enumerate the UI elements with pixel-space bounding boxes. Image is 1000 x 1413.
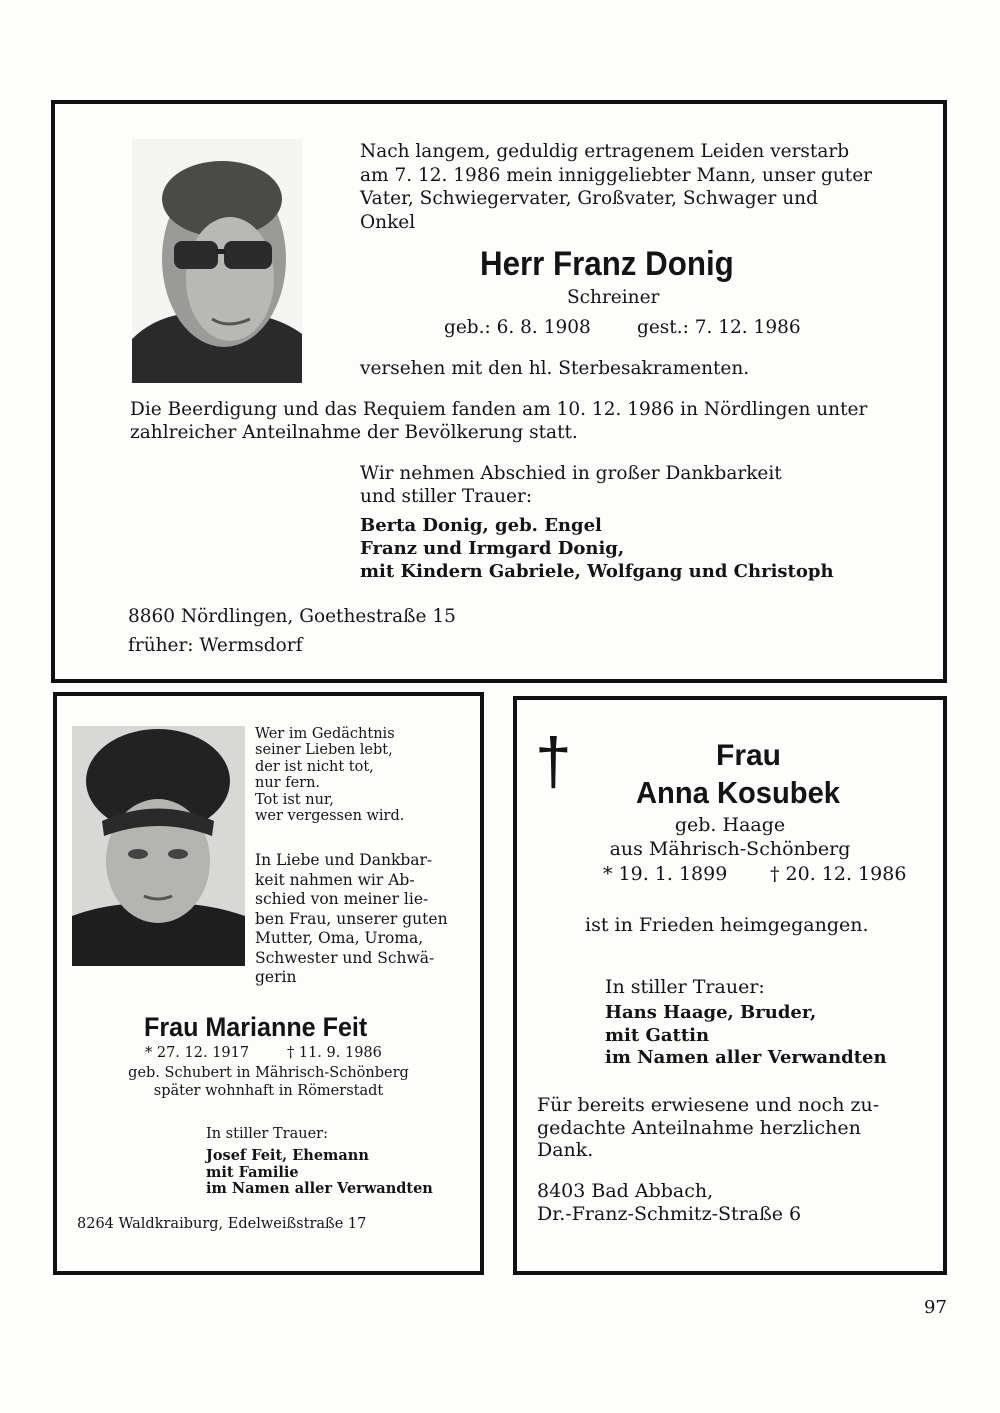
poem-line: nur fern. — [255, 775, 321, 792]
address: 8264 Waldkraiburg, Edelweißstraße 17 — [77, 1216, 367, 1232]
address-line: Dr.-Franz-Schmitz-Straße 6 — [537, 1203, 802, 1225]
funeral-line: zahlreicher Anteilnahme der Bevölkerung statt. — [130, 422, 578, 443]
birth-date: * 19. 1. 1899 — [603, 863, 728, 885]
poem-line: Wer im Gedächtnis — [255, 726, 395, 742]
mourners-list — [360, 514, 834, 583]
title-frau: Frau — [716, 739, 782, 772]
obituary-anna-kosubek — [513, 696, 947, 1275]
thanks-line: gedachte Anteilnahme herzlichen — [537, 1116, 861, 1139]
thanks-line: Für bereits erwiesene und noch zu- — [537, 1094, 880, 1116]
origin-line: später wohnhaft in Römerstadt — [153, 1083, 384, 1099]
farewell-line: keit nahmen wir Ab- — [255, 870, 415, 889]
obituary-marianne-feit — [53, 692, 484, 1275]
farewell-line: gerin — [255, 968, 297, 986]
mourner-line: Hans Haage, Bruder, — [605, 1002, 817, 1023]
intro-line: Nach langem, geduldig ertragenem Leiden verstarb — [360, 141, 850, 162]
profession: Schreiner — [567, 287, 660, 308]
portrait-photo-marianne-feit — [72, 726, 245, 966]
thanks-text — [537, 1094, 879, 1162]
mourner-line: mit Familie — [206, 1163, 299, 1181]
poem-line: seiner Lieben lebt, — [255, 742, 393, 759]
mourning-label: In stiller Trauer: — [206, 1126, 328, 1142]
mourner-line: Berta Donig, geb. Engel — [360, 515, 602, 536]
origin-text: aus Mährisch-Schönberg — [609, 838, 851, 860]
portrait-photo-franz-donig — [132, 139, 302, 383]
funeral-line: Die Beerdigung und das Requiem fanden am 10. 12. 1986 in Nördlingen unter — [130, 399, 868, 420]
birth-date: geb.: 6. 8. 1908 — [444, 317, 591, 338]
mourner-line: mit Kindern Gabriele, Wolfgang und Christoph — [360, 561, 834, 582]
farewell-line: und stiller Trauer: — [360, 486, 533, 507]
page-number: 97 — [924, 1297, 947, 1318]
birth-date: * 27. 12. 1917 — [145, 1045, 250, 1061]
farewell-line: ben Frau, unserer guten — [255, 909, 448, 928]
farewell-line: Mutter, Oma, Uroma, — [255, 929, 424, 947]
obituary-franz-donig — [51, 100, 947, 683]
intro-text — [360, 140, 872, 234]
farewell-text — [255, 851, 448, 988]
mourner-line: im Namen aller Verwandten — [605, 1047, 887, 1068]
intro-line: Onkel — [360, 211, 416, 233]
intro-line: am 7. 12. 1986 mein inniggeliebter Mann, unser guter — [360, 164, 873, 186]
mourner-line: mit Gattin — [605, 1024, 710, 1046]
death-date: † 11. 9. 1986 — [287, 1045, 382, 1061]
mourning-label: In stiller Trauer: — [605, 976, 765, 998]
address — [537, 1180, 801, 1226]
address-line: 8403 Bad Abbach, — [537, 1180, 714, 1202]
farewell-text — [360, 462, 782, 508]
poem-line: wer vergessen wird. — [255, 808, 405, 825]
address-line: früher: Wermsdorf — [128, 635, 303, 656]
deceased-name: Frau Marianne Feit — [144, 1012, 368, 1042]
mourners-list — [206, 1148, 433, 1198]
farewell-line: In Liebe und Dankbar- — [255, 851, 433, 869]
farewell-line: Schwester und Schwä- — [255, 948, 435, 967]
deceased-name: Anna Kosubek — [636, 775, 841, 810]
death-date: gest.: 7. 12. 1986 — [637, 317, 801, 338]
cross-icon: † — [535, 724, 572, 798]
poem — [255, 726, 404, 824]
deceased-name: Herr Franz Donig — [480, 245, 734, 283]
peace-text: ist in Frieden heimgegangen. — [585, 914, 869, 936]
mourner-line: Josef Feit, Ehemann — [206, 1147, 369, 1164]
address — [128, 602, 456, 660]
farewell-line: Wir nehmen Abschied in großer Dankbarkeit — [360, 463, 782, 484]
intro-line: Vater, Schwiegervater, Großvater, Schwager und — [360, 188, 818, 209]
sacraments-text: versehen mit den hl. Sterbesakramenten. — [360, 358, 750, 379]
address-line: 8860 Nördlingen, Goethestraße 15 — [128, 606, 456, 627]
poem-line: der ist nicht tot, — [255, 758, 374, 775]
funeral-text — [130, 398, 867, 444]
thanks-line: Dank. — [537, 1139, 594, 1161]
maiden-name: geb. Haage — [674, 814, 786, 836]
mourner-line: im Namen aller Verwandten — [206, 1180, 433, 1197]
death-date: † 20. 12. 1986 — [770, 863, 907, 885]
origin-line: geb. Schubert in Mährisch-Schönberg — [128, 1065, 409, 1081]
mourner-line: Franz und Irmgard Donig, — [360, 538, 625, 559]
origin-text — [57, 1064, 480, 1100]
farewell-line: schied von meiner lie- — [255, 890, 429, 908]
mourners-list — [605, 1002, 887, 1070]
poem-line: Tot ist nur, — [255, 791, 334, 808]
